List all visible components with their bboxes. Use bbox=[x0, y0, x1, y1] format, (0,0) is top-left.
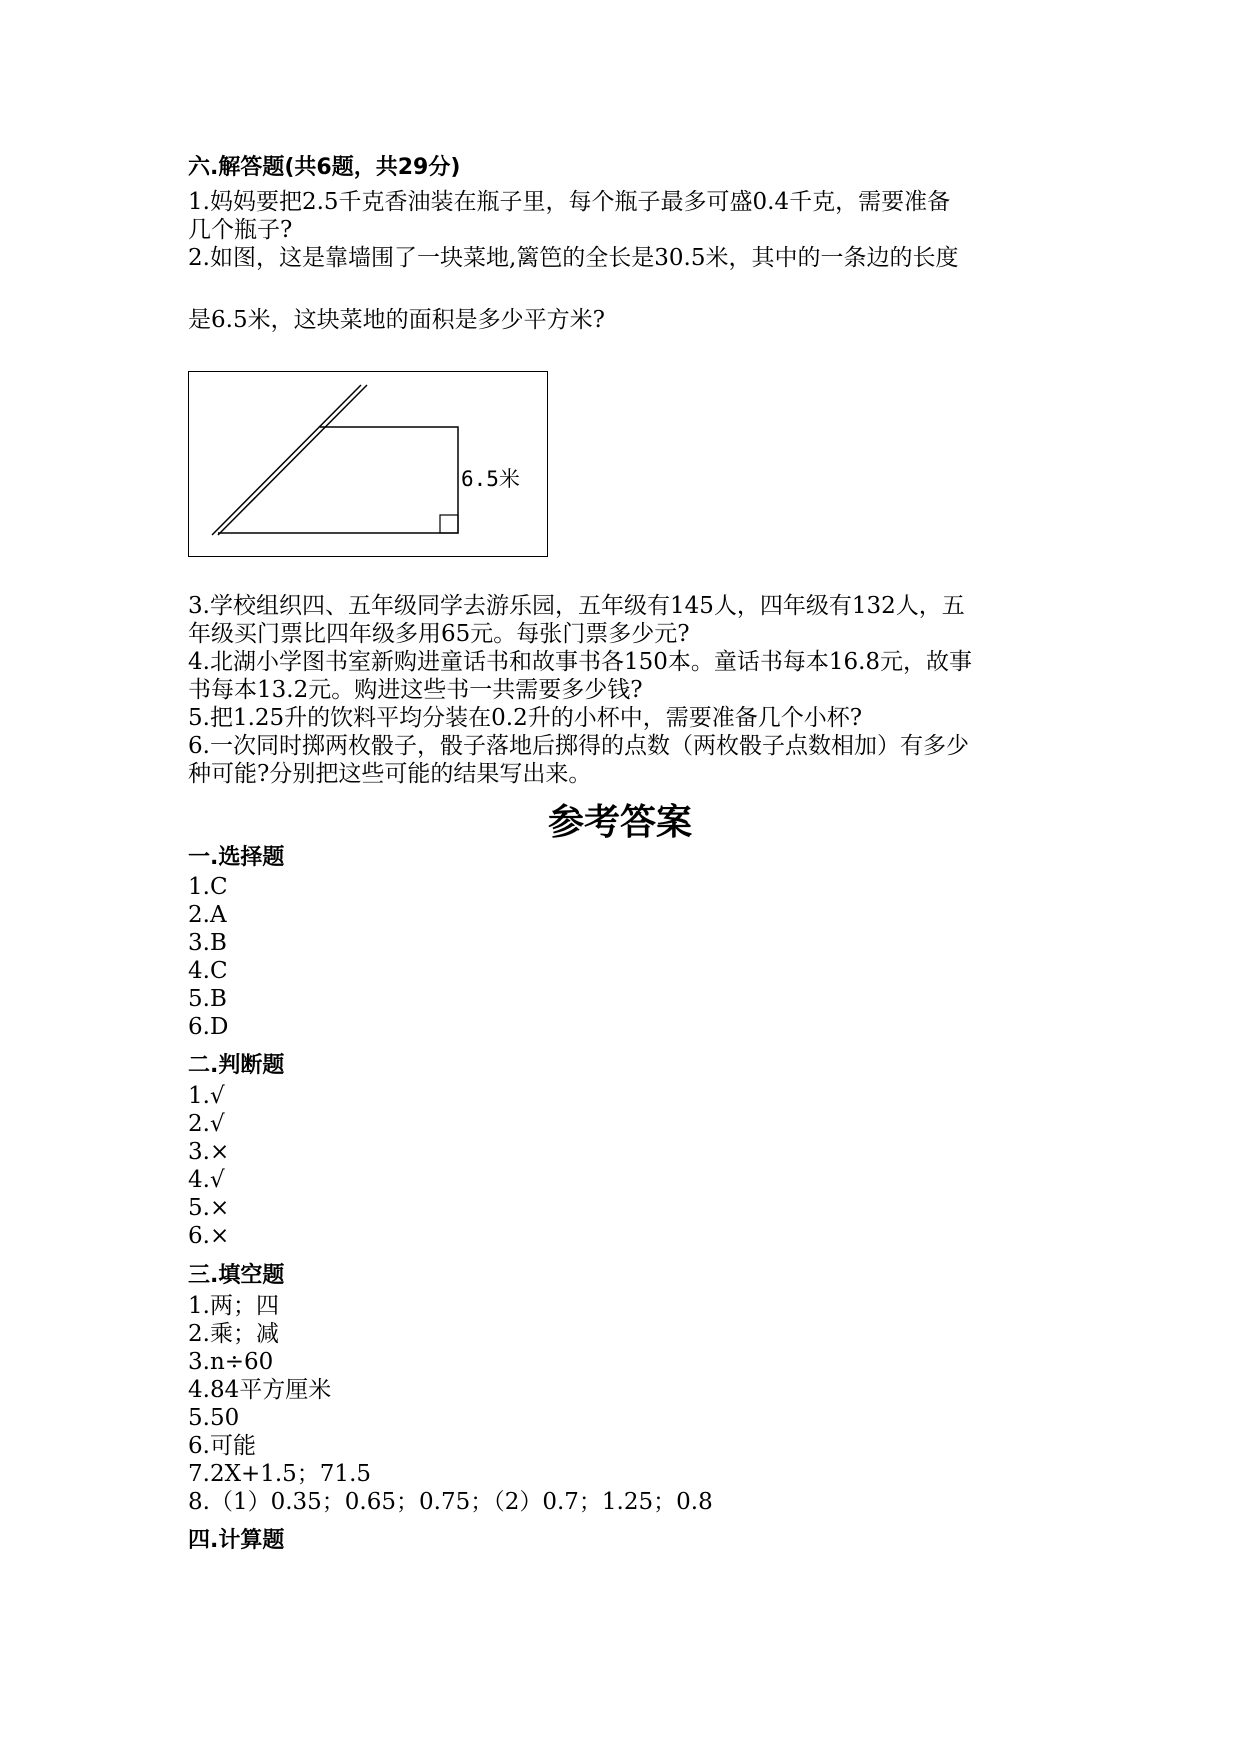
part-2-answer-4: 4.√ bbox=[188, 1167, 225, 1193]
vegetable-plot-diagram bbox=[189, 372, 547, 556]
question-1-line-2: 几个瓶子? bbox=[188, 217, 293, 243]
question-2-line-2: 是6.5米，这块菜地的面积是多少平方米? bbox=[188, 307, 605, 333]
question-6-line-2: 种可能?分别把这些可能的结果写出来。 bbox=[188, 761, 592, 787]
question-6-line-1: 6.一次同时掷两枚骰子，骰子落地后掷得的点数（两枚骰子点数相加）有多少 bbox=[188, 733, 969, 759]
part-2-answer-6: 6.× bbox=[188, 1223, 230, 1249]
part-3-answer-1: 1.两；四 bbox=[188, 1293, 279, 1319]
part-2-answer-2: 2.√ bbox=[188, 1111, 225, 1137]
part-1-answer-6: 6.D bbox=[188, 1014, 229, 1040]
part-3-answer-4: 4.84平方厘米 bbox=[188, 1377, 332, 1403]
question-2-line-1: 2.如图，这是靠墙围了一块菜地,篱笆的全长是30.5米，其中的一条边的长度 bbox=[188, 245, 959, 271]
answers-title: 参考答案 bbox=[547, 802, 692, 843]
wall-line-outer bbox=[212, 385, 361, 535]
right-angle-marker bbox=[440, 515, 458, 533]
part-4-heading: 四.计算题 bbox=[188, 1528, 285, 1553]
part-2-heading: 二.判断题 bbox=[188, 1053, 285, 1078]
part-3-answer-3: 3.n÷60 bbox=[188, 1349, 274, 1375]
question-5-line-1: 5.把1.25升的饮料平均分装在0.2升的小杯中，需要准备几个小杯? bbox=[188, 705, 863, 731]
part-1-answer-2: 2.A bbox=[188, 902, 227, 928]
part-1-answer-3: 3.B bbox=[188, 930, 227, 956]
part-3-answer-7: 7.2X+1.5；71.5 bbox=[188, 1461, 372, 1487]
fence-outline bbox=[218, 427, 458, 533]
section-heading: 六.解答题(共6题，共29分) bbox=[188, 155, 461, 180]
vegetable-plot-figure bbox=[188, 371, 548, 557]
part-1-answer-1: 1.C bbox=[188, 874, 228, 900]
part-3-heading: 三.填空题 bbox=[188, 1263, 285, 1288]
question-1-line-1: 1.妈妈要把2.5千克香油装在瓶子里，每个瓶子最多可盛0.4千克，需要准备 bbox=[188, 189, 951, 215]
part-1-answer-4: 4.C bbox=[188, 958, 228, 984]
part-3-answer-5: 5.50 bbox=[188, 1405, 240, 1431]
side-length-label: 6.5米 bbox=[461, 467, 520, 491]
part-1-heading: 一.选择题 bbox=[188, 845, 285, 870]
part-3-answer-6: 6.可能 bbox=[188, 1433, 256, 1459]
part-1-answer-5: 5.B bbox=[188, 986, 227, 1012]
part-2-answer-5: 5.× bbox=[188, 1195, 230, 1221]
question-3-line-1: 3.学校组织四、五年级同学去游乐园，五年级有145人，四年级有132人，五 bbox=[188, 593, 965, 619]
part-2-answer-1: 1.√ bbox=[188, 1083, 225, 1109]
question-4-line-1: 4.北湖小学图书室新购进童话书和故事书各150本。童话书每本16.8元，故事 bbox=[188, 649, 973, 675]
question-3-line-2: 年级买门票比四年级多用65元。每张门票多少元? bbox=[188, 621, 690, 647]
part-2-answer-3: 3.× bbox=[188, 1139, 230, 1165]
question-4-line-2: 书每本13.2元。购进这些书一共需要多少钱? bbox=[188, 677, 643, 703]
part-3-answer-2: 2.乘；减 bbox=[188, 1321, 279, 1347]
part-3-answer-8: 8.（1）0.35；0.65；0.75；（2）0.7；1.25；0.8 bbox=[188, 1489, 713, 1515]
wall-line-inner bbox=[218, 385, 367, 535]
